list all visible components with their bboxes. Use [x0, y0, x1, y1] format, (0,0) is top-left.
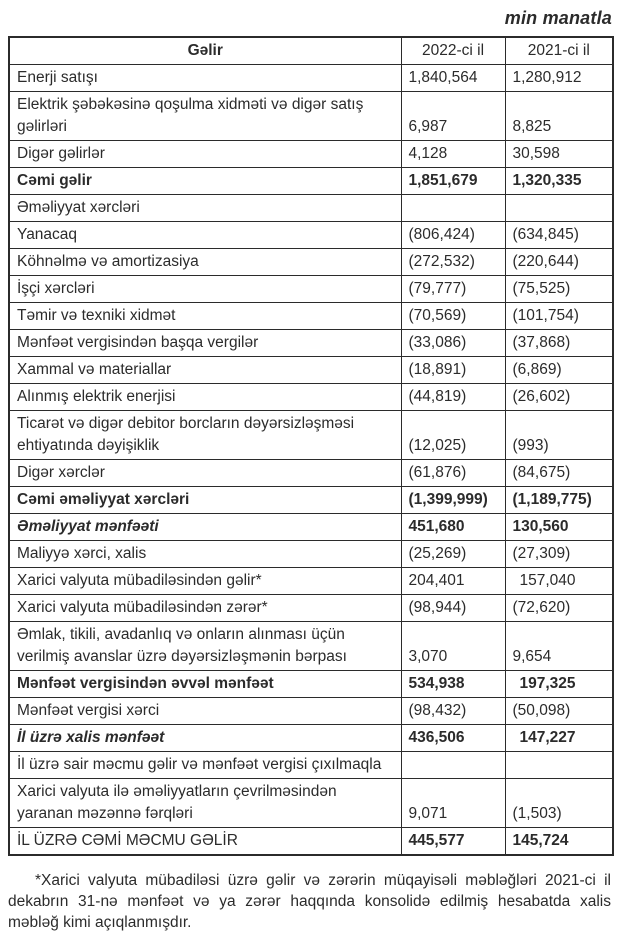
value-2021: (37,868)	[505, 330, 613, 357]
value-2022: (272,532)	[401, 249, 505, 276]
value-2021: (6,869)	[505, 357, 613, 384]
row-label: İL ÜZRƏ CƏMİ MƏCMU GƏLİR	[9, 828, 401, 856]
unit-label: min manatla	[504, 8, 612, 28]
table-row	[9, 303, 613, 330]
row-label: Ticarət və digər debitor borcların dəyərsizləşməsi ehtiyatında dəyişiklik	[9, 411, 401, 460]
value-2022	[401, 195, 505, 222]
row-label: Yanacaq	[9, 222, 401, 249]
row-label: Əməliyyat mənfəəti	[9, 514, 401, 541]
value-2022: 451,680	[401, 514, 505, 541]
value-2021: (26,602)	[505, 384, 613, 411]
value-2022: 4,128	[401, 141, 505, 168]
row-label: Mənfəət vergisindən başqa vergilər	[9, 330, 401, 357]
table-row	[9, 622, 613, 671]
value-2021: (1,189,775)	[505, 487, 613, 514]
value-2022: (44,819)	[401, 384, 505, 411]
row-label: İl üzrə xalis mənfəət	[9, 725, 401, 752]
table-header-row	[9, 37, 613, 65]
table-row	[9, 411, 613, 460]
table-row	[9, 92, 613, 141]
value-2021: 9,654	[505, 622, 613, 671]
value-2021: (50,098)	[505, 698, 613, 725]
row-label: Elektrik şəbəkəsinə qoşulma xidməti və digər satış gəlirləri	[9, 92, 401, 141]
row-label: Təmir və texniki xidmət	[9, 303, 401, 330]
row-label: Cəmi əməliyyat xərcləri	[9, 487, 401, 514]
row-label: İşçi xərcləri	[9, 276, 401, 303]
table-row	[9, 725, 613, 752]
value-2021: (101,754)	[505, 303, 613, 330]
row-label: İl üzrə sair məcmu gəlir və mənfəət vergisi çıxılmaqla	[9, 752, 401, 779]
value-2022: (98,944)	[401, 595, 505, 622]
value-2022: 1,851,679	[401, 168, 505, 195]
table-row	[9, 384, 613, 411]
value-2022: (12,025)	[401, 411, 505, 460]
table-row	[9, 65, 613, 92]
row-label: Enerji satışı	[9, 65, 401, 92]
value-2021	[505, 195, 613, 222]
value-2021: 1,280,912	[505, 65, 613, 92]
value-2021: 8,825	[505, 92, 613, 141]
value-2021: (27,309)	[505, 541, 613, 568]
footnote: *Xarici valyuta mübadiləsi üzrə gəlir və zərərin müqayisəli məbləğləri 2021-ci il dekabrın 31-nə mənfəət və ya zərər haqqında konsolidə edilmiş hesabatda xalis məbləğ kimi açıqlanmışdır.	[8, 872, 611, 931]
value-2022: 6,987	[401, 92, 505, 141]
row-label: Əməliyyat xərcləri	[9, 195, 401, 222]
value-2021: 147,227	[505, 725, 613, 752]
table-row	[9, 752, 613, 779]
table-row	[9, 595, 613, 622]
row-label: Əmlak, tikili, avadanlıq və onların alınması üçün verilmiş avanslar üzrə dəyərsizləşmənin bərpası	[9, 622, 401, 671]
value-2022: 445,577	[401, 828, 505, 856]
table-row	[9, 330, 613, 357]
value-2022: (33,086)	[401, 330, 505, 357]
table-row	[9, 487, 613, 514]
table-row	[9, 276, 613, 303]
value-2021: 197,325	[505, 671, 613, 698]
row-label: Xarici valyuta ilə əməliyyatların çevrilməsindən yaranan məzənnə fərqləri	[9, 779, 401, 828]
value-2021: 1,320,335	[505, 168, 613, 195]
row-label: Alınmış elektrik enerjisi	[9, 384, 401, 411]
table-row	[9, 357, 613, 384]
table-row	[9, 168, 613, 195]
row-label: Digər xərclər	[9, 460, 401, 487]
table-row	[9, 514, 613, 541]
value-2022: (79,777)	[401, 276, 505, 303]
table-row	[9, 460, 613, 487]
value-2021: (75,525)	[505, 276, 613, 303]
table-row	[9, 195, 613, 222]
table-row	[9, 141, 613, 168]
value-2021: 30,598	[505, 141, 613, 168]
column-header-2021: 2021-ci il	[505, 37, 613, 65]
value-2021: (72,620)	[505, 595, 613, 622]
table-row	[9, 541, 613, 568]
value-2021: 130,560	[505, 514, 613, 541]
table-row	[9, 828, 613, 856]
value-2022: (806,424)	[401, 222, 505, 249]
value-2021	[505, 752, 613, 779]
row-label: Xammal və materiallar	[9, 357, 401, 384]
value-2022: 9,071	[401, 779, 505, 828]
table-row	[9, 671, 613, 698]
column-header-gelir: Gəlir	[9, 37, 401, 65]
row-label: Cəmi gəlir	[9, 168, 401, 195]
value-2022: (61,876)	[401, 460, 505, 487]
value-2022	[401, 752, 505, 779]
value-2021: (84,675)	[505, 460, 613, 487]
row-label: Maliyyə xərci, xalis	[9, 541, 401, 568]
value-2021: (634,845)	[505, 222, 613, 249]
table-row	[9, 698, 613, 725]
value-2021: (993)	[505, 411, 613, 460]
value-2022: 1,840,564	[401, 65, 505, 92]
table-row	[9, 222, 613, 249]
value-2022: (98,432)	[401, 698, 505, 725]
income-table-body	[9, 65, 613, 856]
value-2022: 436,506	[401, 725, 505, 752]
value-2022: (18,891)	[401, 357, 505, 384]
row-label: Köhnəlmə və amortizasiya	[9, 249, 401, 276]
value-2021: (220,644)	[505, 249, 613, 276]
value-2021: (1,503)	[505, 779, 613, 828]
value-2022: (25,269)	[401, 541, 505, 568]
column-header-2022: 2022-ci il	[401, 37, 505, 65]
value-2022: 534,938	[401, 671, 505, 698]
row-label: Xarici valyuta mübadiləsindən zərər*	[9, 595, 401, 622]
table-row	[9, 779, 613, 828]
value-2021: 145,724	[505, 828, 613, 856]
income-statement-table	[8, 36, 614, 856]
row-label: Mənfəət vergisi xərci	[9, 698, 401, 725]
table-row	[9, 568, 613, 595]
row-label: Mənfəət vergisindən əvvəl mənfəət	[9, 671, 401, 698]
table-row	[9, 249, 613, 276]
row-label: Digər gəlirlər	[9, 141, 401, 168]
value-2022: (70,569)	[401, 303, 505, 330]
value-2022: 3,070	[401, 622, 505, 671]
value-2021: 157,040	[505, 568, 613, 595]
row-label: Xarici valyuta mübadiləsindən gəlir*	[9, 568, 401, 595]
value-2022: (1,399,999)	[401, 487, 505, 514]
value-2022: 204,401	[401, 568, 505, 595]
